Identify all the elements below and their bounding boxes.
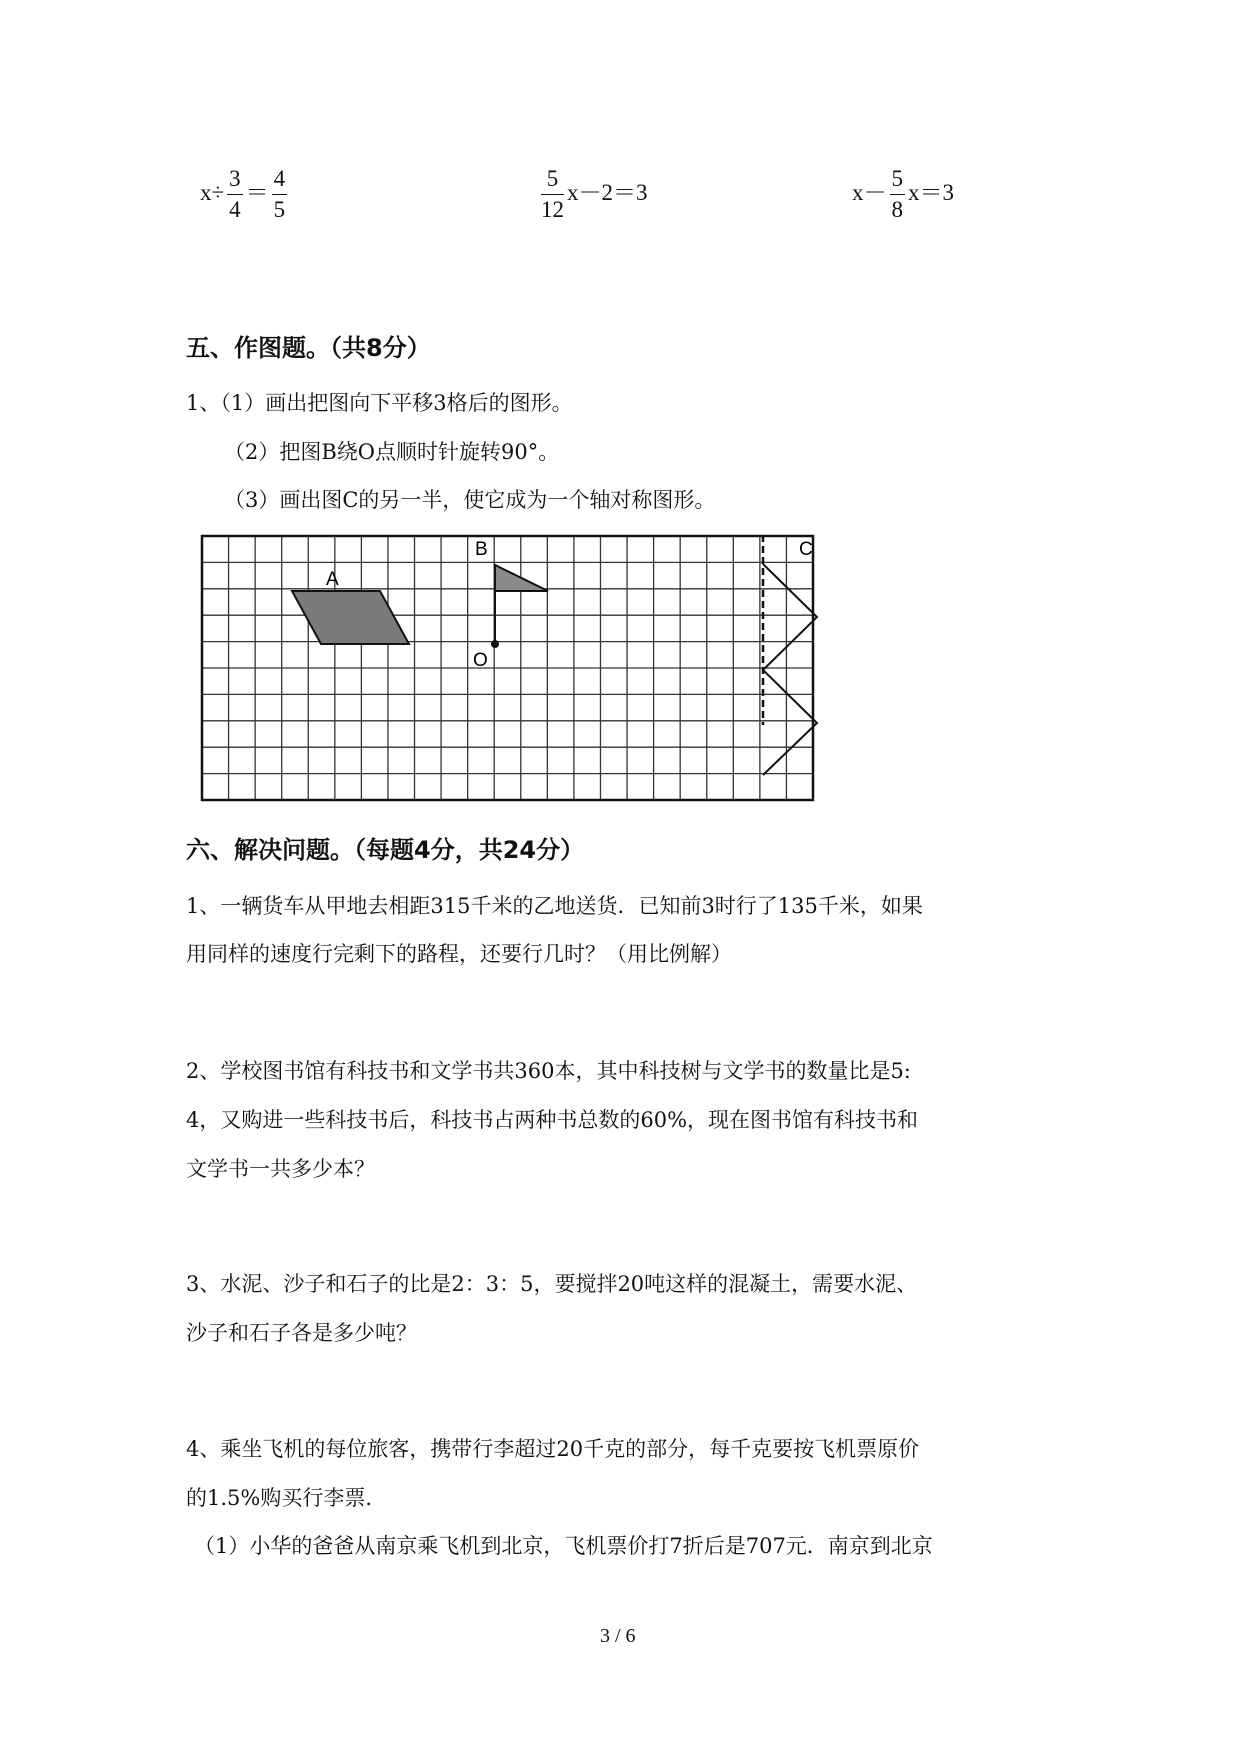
problem-1-line-2: 用同样的速度行完剩下的路程，还要行几时？（用比例解）: [186, 942, 732, 966]
denominator: 8: [891, 197, 903, 222]
label-a: A: [326, 569, 339, 590]
shape-a-parallelogram: [292, 591, 409, 644]
problem-3-line-1: 3、水泥、沙子和石子的比是2：3：5，要搅拌20吨这样的混凝土，需要水泥、: [186, 1272, 918, 1296]
denominator: 4: [229, 197, 241, 222]
problem-4-line-2: 的1.5%购买行李票．: [186, 1486, 387, 1510]
problem-2-line-2: 4，又购进一些科技书后，科技书占两种书总数的60%，现在图书馆有科技书和: [186, 1108, 919, 1132]
problem-2-line-3: 文学书一共多少本？: [186, 1157, 375, 1181]
equation-1: [200, 164, 290, 225]
denominator: 5: [273, 197, 286, 222]
problem-4-line-3: （1）小华的爸爸从南京乘飞机到北京，飞机票价打7折后是707元．南京到北京: [194, 1534, 933, 1558]
fraction: [227, 164, 243, 225]
numerator: 4: [272, 164, 288, 195]
shape-c-half: [763, 564, 817, 775]
problem-3-line-2: 沙子和石子各是多少吨？: [186, 1321, 417, 1345]
label-o: O: [473, 650, 488, 671]
problem-2-line-1: 2、学校图书馆有科技书和文学书共360本，其中科技树与文学书的数量比是5:: [186, 1059, 911, 1083]
fraction: [890, 164, 906, 225]
numerator: 5: [541, 164, 564, 195]
point-o: [491, 640, 499, 648]
equation-2-rest: x－2＝3: [567, 179, 648, 205]
equation-3: [852, 164, 954, 225]
page-number: 3 / 6: [600, 1625, 636, 1647]
equals-sign: ＝: [245, 179, 269, 205]
problem-1-line-1: 1、一辆货车从甲地去相距315千米的乙地送货．已知前3时行了135千米，如果: [186, 894, 923, 918]
section-5-heading: 五、作图题。（共8分）: [186, 334, 431, 362]
denominator: 12: [541, 197, 564, 222]
equation-1-prefix: x÷: [200, 179, 225, 205]
question-5-3: （3）画出图C的另一半，使它成为一个轴对称图形。: [224, 488, 716, 512]
shape-b-triangle: [495, 565, 548, 591]
equation-2: [538, 164, 648, 225]
label-c: C: [799, 539, 813, 560]
question-5-1: 1、（1）画出把图向下平移3格后的图形。: [186, 391, 573, 415]
equation-3-rest: x＝3: [908, 179, 954, 205]
numerator: 3: [227, 164, 243, 195]
equation-3-prefix: x－: [852, 179, 887, 205]
drawing-grid: [195, 530, 895, 810]
fraction: [541, 164, 564, 225]
section-6-heading: 六、解决问题。（每题4分，共24分）: [186, 836, 585, 864]
problem-4-line-1: 4、乘坐飞机的每位旅客，携带行李超过20千克的部分，每千克要按飞机票原价: [186, 1437, 920, 1461]
label-b: B: [475, 539, 488, 560]
fraction: [272, 164, 288, 225]
question-5-2: （2）把图B绕O点顺时针旋转90°。: [224, 440, 560, 464]
numerator: 5: [890, 164, 906, 195]
